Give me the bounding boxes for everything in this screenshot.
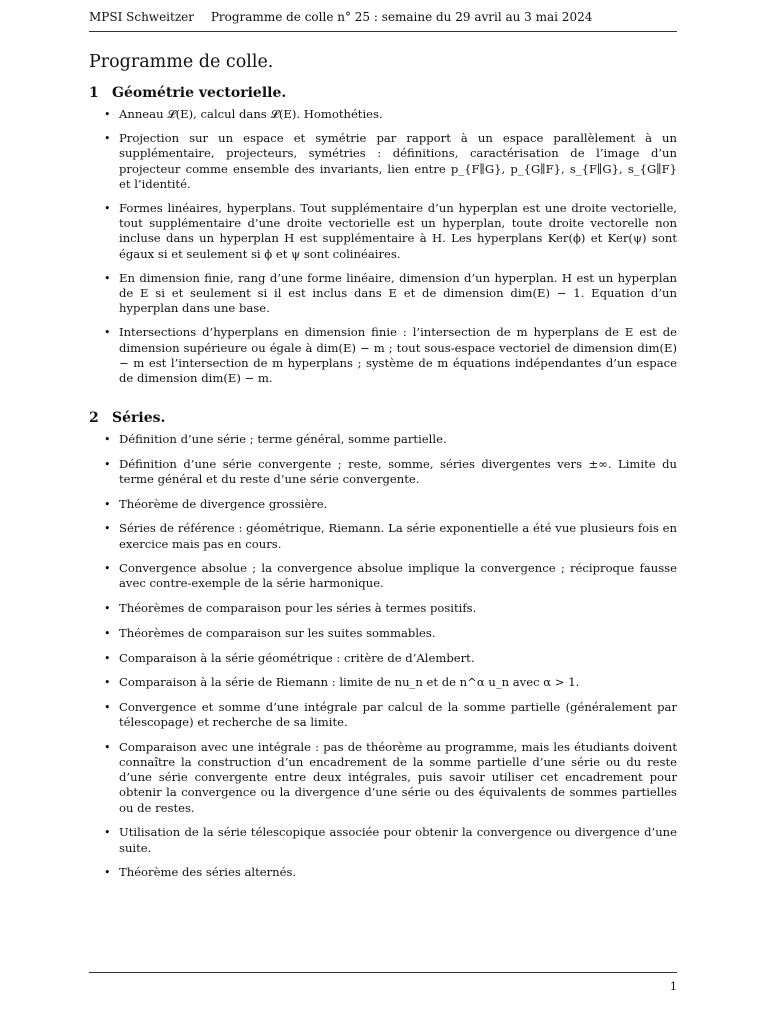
section-title: Séries. bbox=[112, 410, 166, 426]
section-title: Géométrie vectorielle. bbox=[112, 85, 287, 101]
list-item: • En dimension finie, rang d’une forme linéaire, dimension d’un hyperplan. H est un hyperplan de E si et seulement si il est inclus dans E et de dimension dim(E) − 1. Equation d’un hyperplan dans une base. bbox=[104, 271, 677, 317]
list-item: • Comparaison à la série géométrique : critère de d’Alembert. bbox=[104, 651, 677, 666]
list-item: • Anneau 𝓛(E), calcul dans 𝓛(E). Homothéties. bbox=[104, 107, 677, 122]
header-rule bbox=[89, 31, 677, 32]
list-item: • Utilisation de la série télescopique associée pour obtenir la convergence ou divergence d’une suite. bbox=[104, 825, 677, 855]
list-item: • Comparaison avec une intégrale : pas de théorème au programme, mais les étudiants doivent connaître la construction d’un encadrement de la somme partielle d’une série ou du reste d’une série convergente entre deux intégrales, puis savoir utiliser cet encadrement pour obtenir la convergence ou la divergence d’une série ou des équivalents de sommes partielles ou de restes. bbox=[104, 740, 677, 816]
header-school: MPSI Schweitzer bbox=[89, 10, 194, 24]
section-number: 1 bbox=[89, 85, 99, 101]
footer-rule bbox=[89, 972, 677, 973]
section-number: 2 bbox=[89, 410, 99, 426]
list-item: • Intersections d’hyperplans en dimension finie : l’intersection de m hyperplans de E est de dimension supérieure ou égale à dim(E) − m ; tout sous-espace vectoriel de dimension dim(E) − m est l’intersection de m hyperplans ; système de m équations indépendantes d’un espace de dimension dim(E) − m. bbox=[104, 325, 677, 386]
page-number: 1 bbox=[670, 980, 677, 993]
section-heading-series bbox=[89, 409, 165, 427]
list-item: • Théorèmes de comparaison pour les séries à termes positifs. bbox=[104, 601, 677, 616]
list-item: • Comparaison à la série de Riemann : limite de nu_n et de n^α u_n avec α > 1. bbox=[104, 675, 677, 690]
list-item: • Théorème de divergence grossière. bbox=[104, 497, 677, 512]
list-item: • Projection sur un espace et symétrie par rapport à un espace parallèlement à un supplémentaire, projecteurs, symétries : définitions, caractérisation de l’image d’un projecteur comme ensemble des invariants, lien entre p_{F∥G}, p_{G∥F}, s_{F∥G}, s_{G∥F} et l’identité. bbox=[104, 131, 677, 192]
list-item: • Convergence et somme d’une intégrale par calcul de la somme partielle (généralement par télescopage) et recherche de sa limite. bbox=[104, 700, 677, 730]
page-title: Programme de colle. bbox=[89, 52, 274, 72]
list-item: • Séries de référence : géométrique, Riemann. La série exponentielle a été vue plusieurs fois en exercice mais pas en cours. bbox=[104, 521, 677, 551]
list-item: • Définition d’une série convergente ; reste, somme, séries divergentes vers ±∞. Limite du terme général et du reste d’une série convergente. bbox=[104, 457, 677, 487]
header-program: Programme de colle n° 25 : semaine du 29 avril au 3 mai 2024 bbox=[210, 10, 593, 24]
list-item: • Définition d’une série ; terme général, somme partielle. bbox=[104, 432, 677, 447]
section-heading-geometrie bbox=[89, 84, 286, 102]
list-item: • Théorème des séries alternés. bbox=[104, 865, 677, 880]
list-item: • Théorèmes de comparaison sur les suites sommables. bbox=[104, 626, 677, 641]
section-list-geometrie bbox=[104, 107, 677, 386]
page-header bbox=[89, 9, 677, 25]
list-item: • Convergence absolue ; la convergence absolue implique la convergence ; réciproque fausse avec contre-exemple de la série harmonique. bbox=[104, 561, 677, 591]
list-item: • Formes linéaires, hyperplans. Tout supplémentaire d’un hyperplan est une droite vectorielle, tout supplémentaire d’une droite vectorielle est un hyperplan, toute droite vectorelle non incluse dans un hyperplan H est supplémentaire à H. Les hyperplans Ker(ϕ) et Ker(ψ) sont égaux si et seulement si ϕ et ψ sont colinéaires. bbox=[104, 201, 677, 262]
section-list-series bbox=[104, 432, 677, 880]
